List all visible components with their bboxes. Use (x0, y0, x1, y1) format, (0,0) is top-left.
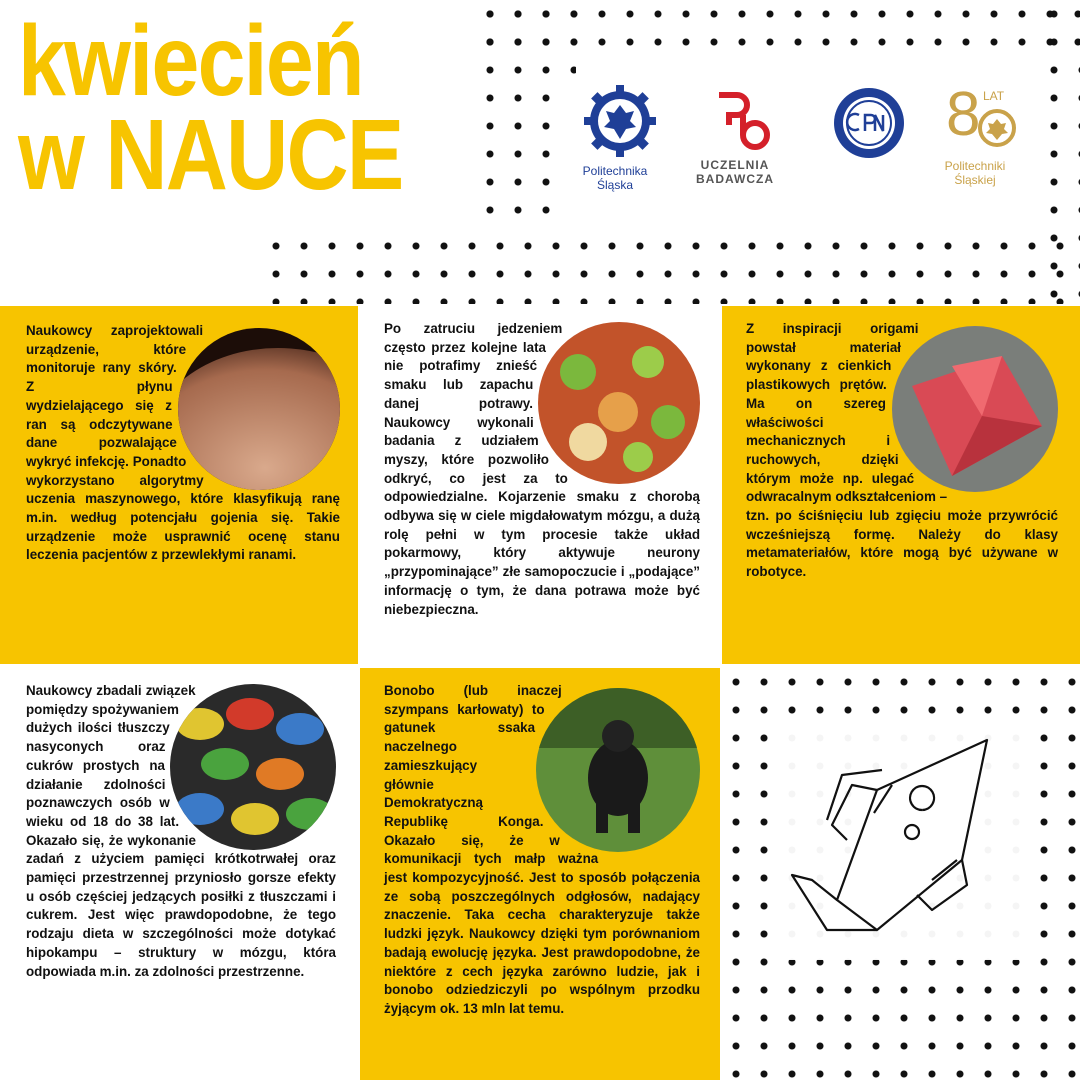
card-wound-monitoring (0, 306, 358, 664)
article-diet-text: Naukowcy zbadali związek pomiędzy spożywaniem dużych ilości tłuszczy nasyconych oraz cukrów prostych na działanie zdolności poznawczych osób w wieku od 18 do 38 lat. Okazało się, że wykonanie zadań z użyciem pamięci krótkotrwałej oraz pamięci przestrzennej przyniosło gorsze efekty u osób częściej jedzących posiłki z tłuszczami i cukrem. Jest więc prawdopodobne, że tego rodzaju dieta w szczególności może dotykać hipokampu – struktury w mózgu, która odpowiada m.in. za zdolności przestrzenne. (26, 683, 336, 979)
logo-politechnika-slaska (560, 85, 670, 192)
origami-photo (892, 326, 1058, 492)
logo-80-line1: Politechniki (944, 159, 1006, 173)
article-bonobo-text: Bonobo (lub inaczej szympans karłowaty) to gatunek ssaka naczelnego zamieszkujący głównie Demokratyczną Republikę Konga. Okazało się, że w komunikacji tych małp ważna jest kompozycyjność. Jest to sposób połączenia ze sobą poszczególnych odgłosów, nadający znaczenie. Taka cecha charakteryzuje także ludzki język. Naukowcy dzięki tym porównaniom badają ewolucję języka. Jest prawdopodobne, że niektóre z cech języka zarówno ludzie, jak i bonobo odziedziczyli po wspólnym przodku żyjącym ok. 13 mln lat temu. (384, 683, 700, 1016)
dot-pattern-mid-band (262, 232, 1080, 304)
candy-photo (170, 684, 336, 850)
logo-80-digit: 8 (946, 80, 981, 149)
logo-uczelnia-line1: UCZELNIA (700, 158, 770, 172)
card-origami-material (722, 306, 1080, 664)
article-origami-text: Z inspiracji origami powstał materiał wykonany z cienkich plastikowych prętów. Ma on szereg właściwości mechanicznych i ruchowych, dzięki którym może np. ulegać odwracalnym odkształceniom – tzn. po ściśnięciu lub zgięciu może przywrócić wcześniejszą formę. Należy do klasy metamateriałów, które mogą być używane w robotyce. (746, 321, 1058, 580)
page-title (18, 5, 465, 211)
gear-zero-icon (976, 107, 1018, 149)
uczelnia-badawcza-mark-icon (709, 91, 779, 151)
title-line-2: w NAUCE (18, 99, 403, 211)
logo-lat-label: LAT (983, 89, 1005, 103)
bonobo-photo (536, 688, 700, 852)
logo-uczelnia-badawcza (680, 91, 790, 186)
politechnika-gear-emblem-icon (584, 85, 656, 157)
rocket-icon (782, 730, 1022, 960)
cpn-emblem-icon (831, 85, 907, 161)
article-taste-text: Po zatruciu jedzeniem często przez kolejne lata nie potrafimy znieść smaku lub zapachu danej potrawy. Naukowcy wykonali badania z udziałem myszy, które pozwoliło odkryć, co jest za to odpowiedzialne. Kojarzenie smaku z chorobą odbywa się w ciele migdałowatym mózgu, a dużą rolę pełni w tym procesie także układ pokarmowy, który aktywuje neurony „przypominające” złe samopoczucie i „podające” informację o tym, że dana potrawa może być niebezpieczna. (384, 321, 700, 617)
logo-cpn (805, 85, 915, 166)
card-bonobo-language (360, 668, 720, 1080)
logo-80-line2: Śląskiej (954, 173, 996, 187)
logo-uczelnia-line2: BADAWCZA (696, 172, 774, 186)
logo-politechnika-line2: Śląska (596, 178, 634, 192)
partner-logos (560, 80, 1040, 215)
food-photo (538, 322, 700, 484)
title-line-1: kwiecień (18, 5, 363, 117)
article-wound-text: Naukowcy zaprojektowali urządzenie, które monitoruje rany skóry. Z płynu wydzielającego się z ran są odczytywane dane pozwalające wykryć infekcję. Ponadto wykorzystano algorytmy uczenia maszynowego, które klasyfikują ranę m.in. według potencjału gojenia się. Takie urządzenie może usprawnić ocenę stanu leczenia pacjentów z przewlekłymi ranami. (26, 323, 340, 563)
card-taste-aversion (360, 306, 720, 664)
logo-politechnika-line1: Politechnika (582, 164, 648, 178)
logo-80-lat (920, 80, 1030, 187)
card-diet-memory (0, 668, 358, 1080)
skin-photo (178, 328, 340, 490)
